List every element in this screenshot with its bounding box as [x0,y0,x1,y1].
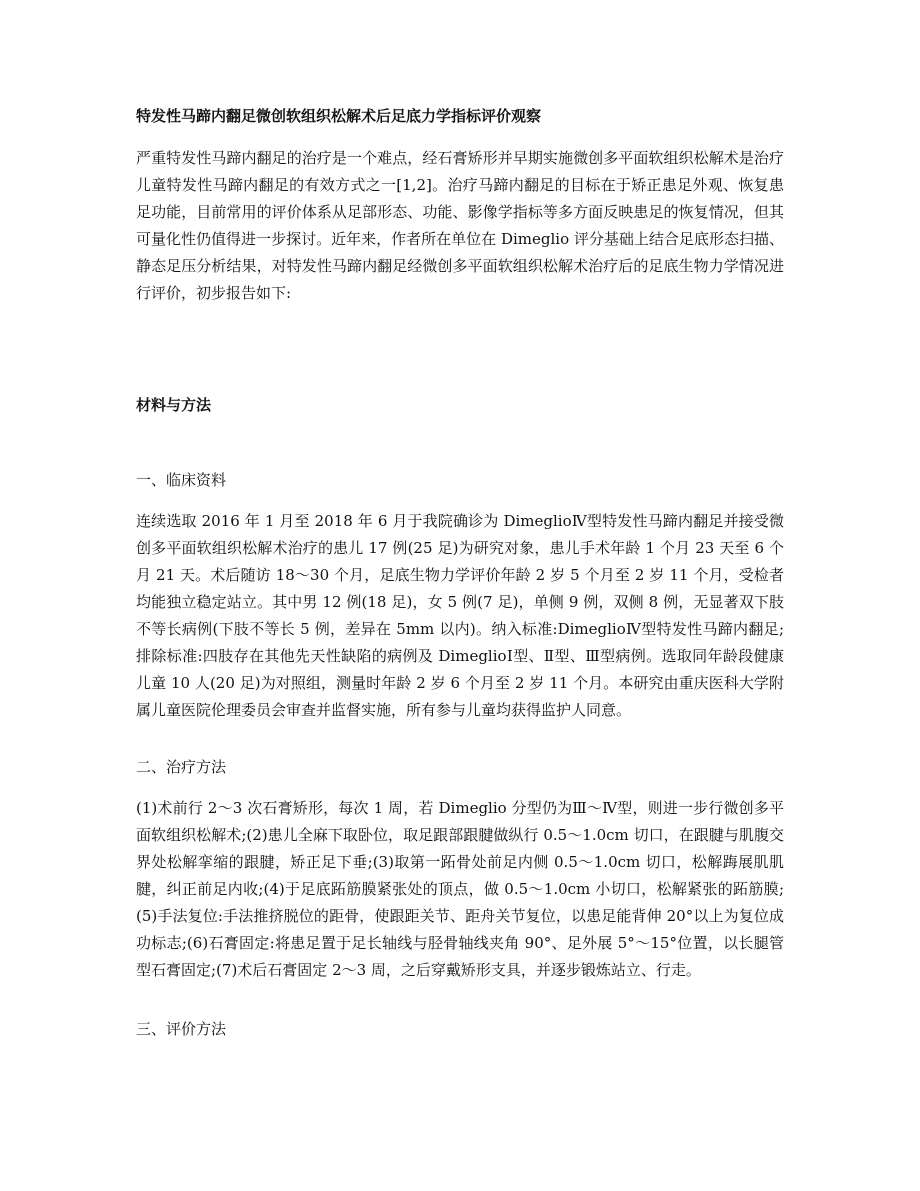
intro-paragraph: 严重特发性马蹄内翻足的治疗是一个难点，经石膏矫形并早期实施微创多平面软组织松解术是治疗儿童特发性马蹄内翻足的有效方式之一[1,2]。治疗马蹄内翻足的目标在于矫正患足外观、恢复患足功能，目前常用的评价体系从足部形态、功能、影像学指标等多方面反映患足的恢复情况，但其可量化性仍值得进一步探讨。近年来，作者所在单位在 Dimeglio 评分基础上结合足底形态扫描、静态足压分析结果，对特发性马蹄内翻足经微创多平面软组织松解术治疗后的足底生物力学情况进行评价，初步报告如下: [136,149,784,302]
section1-heading: 一、临床资料 [136,471,227,489]
section2-heading: 二、治疗方法 [136,758,227,776]
section2-paragraph: (1)术前行 2～3 次石膏矫形，每次 1 周，若 Dimeglio 分型仍为Ⅲ～Ⅳ型，则进一步行微创多平面软组织松解术;(2)患儿全麻下取卧位，取足跟部跟腱做纵行 0.5～1.0cm 切口，在跟腱与肌腹交界处松解挛缩的跟腱，矫正足下垂;(3)取第一跖骨处前足内侧 0.5～1.0cm 切口，松解踇展肌肌腱，纠正前足内收;(4)于足底跖筋膜紧张处的顶点，做 0.5～1.0cm 小切口，松解紧张的跖筋膜;(5)手法复位:手法推挤脱位的距骨，使跟距关节、距舟关节复位，以患足能背伸 20°以上为复位成功标志;(6)石膏固定:将患足置于足长轴线与胫骨轴线夹角 90°、足外展 5°～15°位置，以长腿管型石膏固定;(7)术后石膏固定 2～3 周，之后穿戴矫形支具，并逐步锻炼站立、行走。 [136,799,784,979]
methods-heading: 材料与方法 [136,396,212,414]
section3-heading: 三、评价方法 [136,1020,227,1038]
section1-paragraph: 连续选取 2016 年 1 月至 2018 年 6 月于我院确诊为 DimeglioⅣ型特发性马蹄内翻足并接受微创多平面软组织松解术治疗的患儿 17 例(25 足)为研究对象，患儿手术年龄 1 个月 23 天至 6 个月 21 天。术后随访 18～30 个月，足底生物力学评价年龄 2 岁 5 个月至 2 岁 11 个月，受检者均能独立稳定站立。其中男 12 例(18 足)，女 5 例(7 足)，单侧 9 例，双侧 8 例，无显著双下肢不等长病例(下肢不等长 5 例，差异在 5mm 以内)。纳入标准:DimeglioⅣ型特发性马蹄内翻足;排除标准:四肢存在其他先天性缺陷的病例及 DimeglioⅠ型、Ⅱ型、Ⅲ型病例。选取同年龄段健康儿童 10 人(20 足)为对照组，测量时年龄 2 岁 6 个月至 2 岁 11 个月。本研究由重庆医科大学附属儿童医院伦理委员会审查并监督实施，所有参与儿童均获得监护人同意。 [136,512,784,719]
document-title: 特发性马蹄内翻足微创软组织松解术后足底力学指标评价观察 [136,107,542,125]
